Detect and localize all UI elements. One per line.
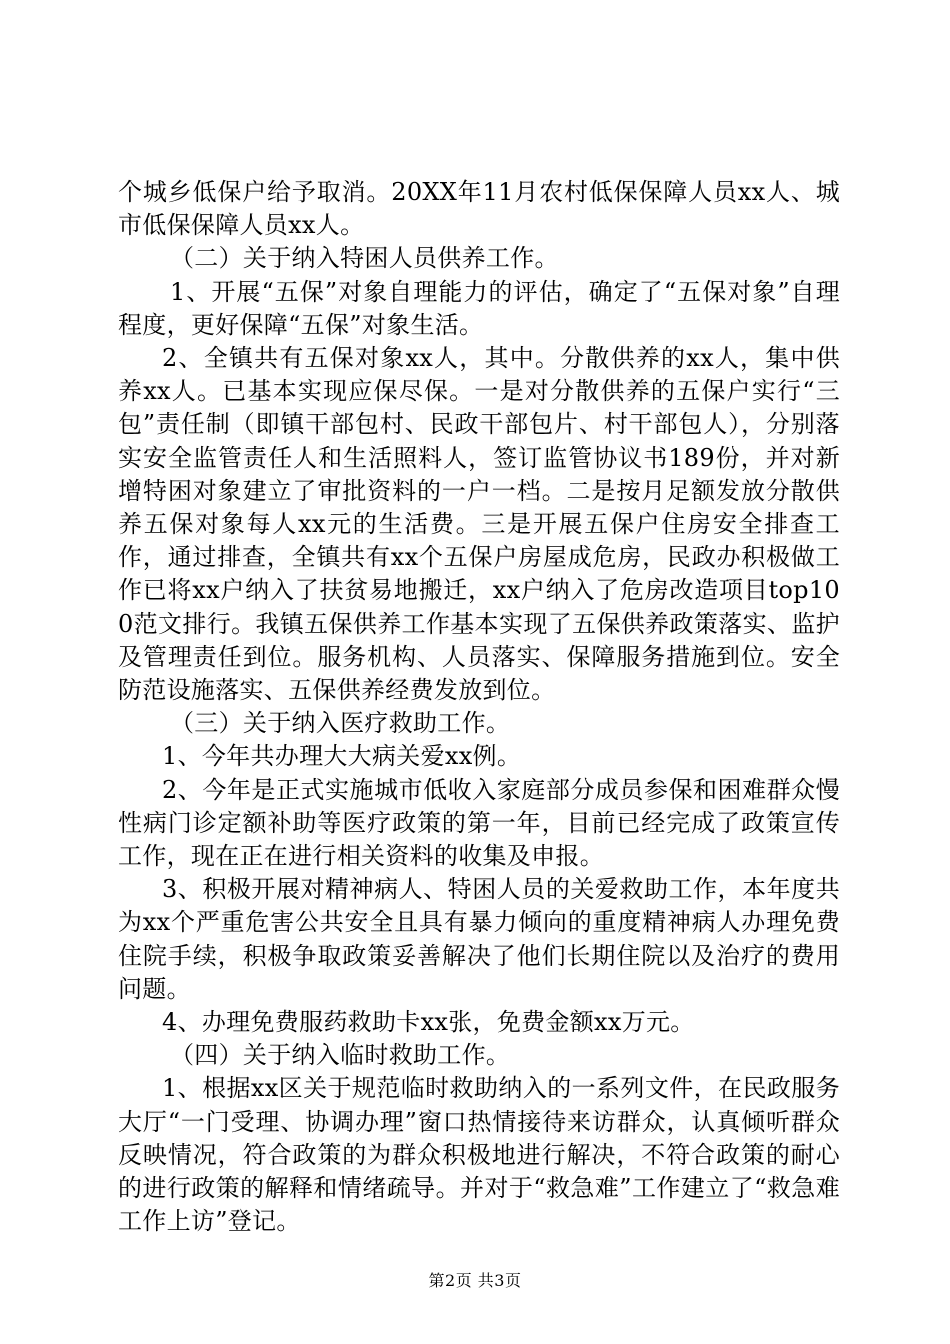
paragraph-item: 1、根据xx区关于规范临时救助纳入的一系列文件，在民政服务大厅“一门受理、协调办理”窗口热情接待来访群众，认真倾听群众反映情况，符合政策的为群众积极地进行解决，不符合政策的耐心的进行政策的解释和情绪疏导。并对于“救急难”工作建立了“救急难工作上访”登记。: [118, 1074, 840, 1236]
section-heading-3: （三）关于纳入医疗救助工作。: [170, 709, 511, 738]
paragraph-continuation: 个城乡低保户给予取消。20XX年11月农村低保保障人员xx人、城市低保保障人员xx人。: [118, 178, 840, 240]
paragraph-item: 1、开展“五保”对象自理能力的评估，确定了“五保对象”自理程度，更好保障“五保”对象生活。: [118, 277, 840, 339]
paragraph-item: 3、积极开展对精神病人、特困人员的关爱救助工作，本年度共为xx个严重危害公共安全且具有暴力倾向的重度精神病人办理免费住院手续，积极争取政策妥善解决了他们长期住院以及治疗的费用问题。: [118, 875, 840, 1003]
section-heading-2: （二）关于纳入特困人员供养工作。: [170, 244, 559, 273]
section-heading-4: （四）关于纳入临时救助工作。: [170, 1041, 511, 1070]
document-body: [118, 176, 840, 1239]
paragraph-item: 1、今年共办理大大病关爱xx例。: [162, 742, 522, 771]
page-number-footer: 第2页 共3页: [428, 1271, 522, 1290]
paragraph-item: 4、办理免费服药救助卡xx张，免费金额xx万元。: [162, 1008, 695, 1037]
paragraph-item: 2、全镇共有五保对象xx人，其中。分散供养的xx人，集中供养xx人。已基本实现应保尽保。一是对分散供养的五保户实行“三包”责任制（即镇干部包村、民政干部包片、村干部包人），分别落实安全监管责任人和生活照料人，签订监管协议书189份，并对新增特困对象建立了审批资料的一户一档。二是按月足额发放分散供养五保对象每人xx元的生活费。三是开展五保户住房安全排查工作，通过排查，全镇共有xx个五保户房屋成危房，民政办积极做工作已将xx户纳入了扶贫易地搬迁，xx户纳入了危房改造项目top100范文排行。我镇五保供养工作基本实现了五保供养政策落实、监护及管理责任到位。服务机构、人员落实、保障服务措施到位。安全防范设施落实、五保供养经费发放到位。: [118, 344, 840, 705]
paragraph-item: 2、今年是正式实施城市低收入家庭部分成员参保和困难群众慢性病门诊定额补助等医疗政策的第一年，目前已经完成了政策宣传工作，现在正在进行相关资料的收集及申报。: [118, 775, 840, 871]
